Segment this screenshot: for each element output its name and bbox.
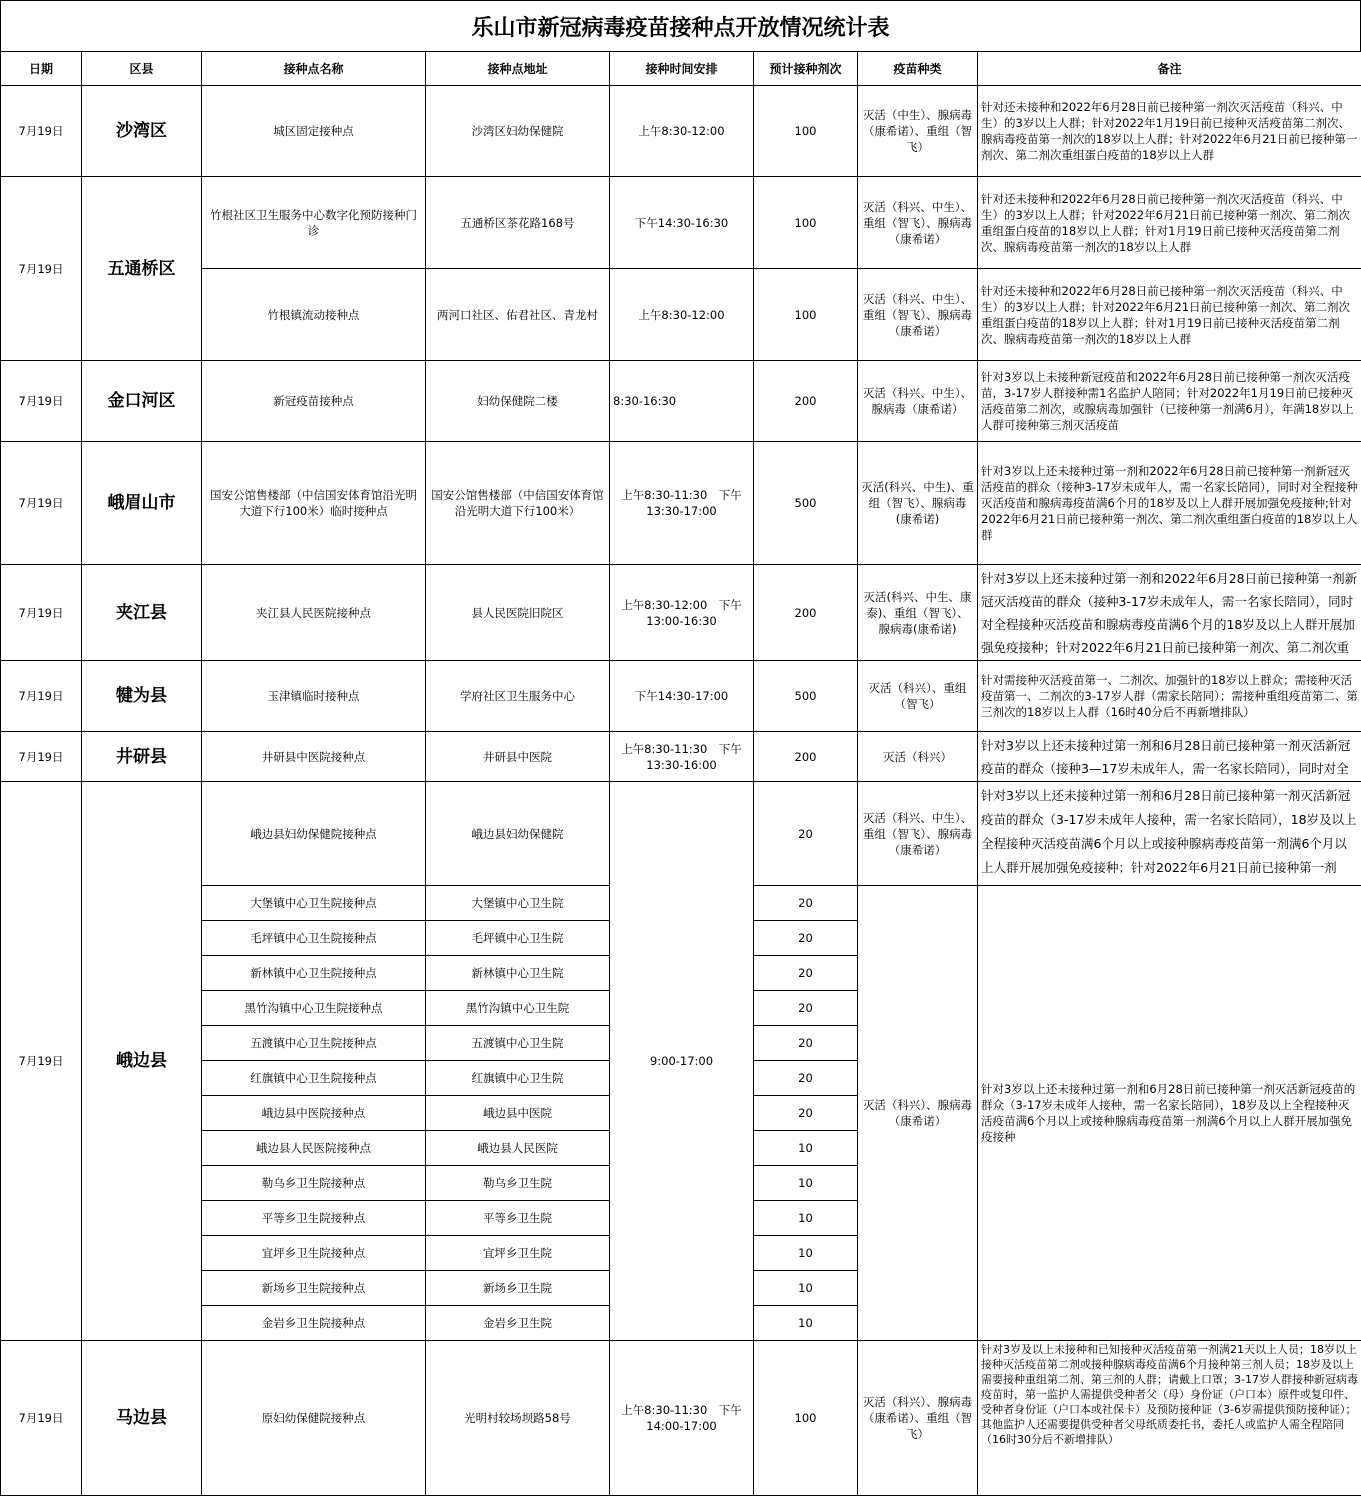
date-cell: 7月19日 [1, 661, 82, 732]
time-cell: 9:00-17:00 [610, 782, 754, 1341]
vaccination-table [0, 51, 1361, 1496]
vaccine-cell: 灭活（科兴、中生）、重组（智飞）、腺病毒（康希诺） [858, 269, 978, 361]
doses-cell: 100 [754, 86, 858, 177]
site-cell: 宜坪乡卫生院接种点 [202, 1236, 426, 1271]
site-cell: 夹江县人民医院接种点 [202, 565, 426, 661]
district-cell: 夹江县 [82, 565, 202, 661]
site-cell: 勒乌乡卫生院接种点 [202, 1166, 426, 1201]
time-cell: 上午8:30-12:00 [610, 269, 754, 361]
time-cell: 上午8:30-12:00 [610, 86, 754, 177]
district-cell: 金口河区 [82, 361, 202, 442]
vaccine-cell: 灭活（科兴）、腺病毒（康希诺）、重组（智飞） [858, 1341, 978, 1496]
note-cell [978, 1341, 1361, 1496]
doses-cell: 20 [754, 1096, 858, 1131]
doses-cell: 10 [754, 1131, 858, 1166]
vaccine-cell: 灭活(科兴、中生、康泰)、重组（智飞）、腺病毒(康希诺) [858, 565, 978, 661]
header-address: 接种点地址 [426, 52, 610, 86]
vaccine-cell: 灭活（科兴、中生）、重组（智飞）、腺病毒（康希诺） [858, 177, 978, 269]
time-cell: 8:30-16:30 [610, 361, 754, 442]
time-cell: 下午14:30-17:00 [610, 661, 754, 732]
address-cell: 光明村较场坝路58号 [426, 1341, 610, 1496]
note-cell: 针对还未接种和2022年6月28日前已接种第一剂次灭活疫苗（科兴、中生）的3岁以上人群；针对2022年6月21日前已接种第一剂次、第二剂次重组蛋白疫苗的18岁以上人群；针对1月19日前已接种灭活疫苗第二剂次、腺病毒疫苗第一剂次的18岁以上人群 [978, 177, 1361, 269]
header-note: 备注 [978, 52, 1361, 86]
address-cell: 大堡镇中心卫生院 [426, 886, 610, 921]
site-cell: 竹根社区卫生服务中心数字化预防接种门诊 [202, 177, 426, 269]
doses-cell: 10 [754, 1236, 858, 1271]
table-row [1, 361, 1361, 442]
site-cell: 峨边县妇幼保健院接种点 [202, 782, 426, 886]
header-time: 接种时间安排 [610, 52, 754, 86]
address-cell: 两河口社区、佑君社区、青龙村 [426, 269, 610, 361]
table-row [1, 442, 1361, 565]
doses-cell: 200 [754, 361, 858, 442]
doses-cell: 20 [754, 782, 858, 886]
doses-cell: 100 [754, 1341, 858, 1496]
doses-cell: 20 [754, 921, 858, 956]
site-cell: 国安公馆售楼部（中信国安体育馆沿光明大道下行100米）临时接种点 [202, 442, 426, 565]
note-cell: 针对3岁以上还未接种过第一剂和2022年6月28日前已接种第一剂新冠灭活疫苗的群众（接种3-17岁未成年人，需一名家长陪同），同时对全程接种灭活疫苗和腺病毒疫苗满6个月的18岁及以上人群开展加强免疫接种;针对2022年6月21日前已接种第一剂次、第二剂次重组蛋白疫苗的18岁以上人群 [978, 442, 1361, 565]
address-cell: 五渡镇中心卫生院 [426, 1026, 610, 1061]
doses-cell: 20 [754, 991, 858, 1026]
note-cell: 针对3岁以上未接种新冠疫苗和2022年6月28日前已接种第一剂次灭活疫苗，3-17岁人群接种需1名监护人陪同；针对2022年1月19日前已接种灭活疫苗第二剂次，或腺病毒加强针（已接种第一剂满6月），年满18岁以上人群可接种第三剂灭活疫苗 [978, 361, 1361, 442]
district-cell: 五通桥区 [82, 177, 202, 361]
site-cell: 新场乡卫生院接种点 [202, 1271, 426, 1306]
vaccine-cell: 灭活（科兴） [858, 732, 978, 782]
site-cell: 新林镇中心卫生院接种点 [202, 956, 426, 991]
table-row [1, 732, 1361, 782]
date-cell: 7月19日 [1, 565, 82, 661]
site-cell: 五渡镇中心卫生院接种点 [202, 1026, 426, 1061]
address-cell: 红旗镇中心卫生院 [426, 1061, 610, 1096]
header-vaccine: 疫苗种类 [858, 52, 978, 86]
note-cell: 针对需接种灭活疫苗第一、二剂次、加强针的18岁以上群众；需接种灭活疫苗第一、二剂次的3-17岁人群（需家长陪同）；需接种重组疫苗第二、第三剂次的18岁以上人群（16时40分后不再新增排队） [978, 661, 1361, 732]
district-cell: 峨眉山市 [82, 442, 202, 565]
note-text: 针对3岁及以上未接种和已知接种灭活疫苗第一剂满21天以上人员；18岁以上接种灭活疫苗第二剂或接种腺病毒疫苗满6个月接种第三剂人员；18岁及以上需要接种重组第二剂、第三剂的人群；请戴上口罩；3-17岁人群接种新冠病毒疫苗时，第一监护人需提供受种者父（母）身份证（户口本）原件或复印件、受种者身份证（户口本或社保卡）及预防接种证（3-6岁需提供预防接种证）；其他监护人还需要提供受种者父母纸质委托书，委托人或监护人需全程陪同（16时30分后不新增排队） [981, 1342, 1358, 1494]
date-cell: 7月19日 [1, 86, 82, 177]
site-cell: 大堡镇中心卫生院接种点 [202, 886, 426, 921]
note-text: 针对3岁以上还未接种过第一剂和6月28日前已接种第一剂灭活新冠疫苗的群众（3-17岁未成年人接种，需一名家长陪同），18岁及以上全程接种灭活疫苗满6个月以上或接种腺病毒疫苗第一剂满6个月以上人群开展加强免疫接种；针对2022年6月21日前已接种第一剂 [981, 784, 1358, 884]
doses-cell: 20 [754, 886, 858, 921]
district-cell: 犍为县 [82, 661, 202, 732]
district-cell: 沙湾区 [82, 86, 202, 177]
address-cell: 妇幼保健院二楼 [426, 361, 610, 442]
site-cell: 红旗镇中心卫生院接种点 [202, 1061, 426, 1096]
table-row [1, 1341, 1361, 1496]
site-cell: 峨边县人民医院接种点 [202, 1131, 426, 1166]
date-cell: 7月19日 [1, 782, 82, 1341]
site-cell: 毛坪镇中心卫生院接种点 [202, 921, 426, 956]
page-title: 乐山市新冠病毒疫苗接种点开放情况统计表 [0, 0, 1361, 52]
vaccine-cell: 灭活(科兴、中生)、重组（智飞）、腺病毒(康希诺) [858, 442, 978, 565]
address-cell: 平等乡卫生院 [426, 1201, 610, 1236]
header-site: 接种点名称 [202, 52, 426, 86]
site-cell: 玉津镇临时接种点 [202, 661, 426, 732]
address-cell: 新场乡卫生院 [426, 1271, 610, 1306]
address-cell: 县人民医院旧院区 [426, 565, 610, 661]
table-row [1, 177, 1361, 269]
address-cell: 学府社区卫生服务中心 [426, 661, 610, 732]
doses-cell: 500 [754, 442, 858, 565]
address-cell: 新林镇中心卫生院 [426, 956, 610, 991]
site-cell: 峨边县中医院接种点 [202, 1096, 426, 1131]
note-cell [978, 565, 1361, 661]
note-cell: 针对还未接种和2022年6月28日前已接种第一剂次灭活疫苗（科兴、中生）的3岁以上人群；针对2022年6月21日前已接种第一剂次、第二剂次重组蛋白疫苗的18岁以上人群；针对1月19日前已接种灭活疫苗第二剂次、腺病毒疫苗第一剂次的18岁以上人群 [978, 269, 1361, 361]
site-cell: 平等乡卫生院接种点 [202, 1201, 426, 1236]
note-cell [978, 782, 1361, 886]
note-cell: 针对还未接种和2022年6月28日前已接种第一剂次灭活疫苗（科兴、中生）的3岁以上人群；针对2022年1月19日前已接种灭活疫苗第二剂次、腺病毒疫苗第一剂次的18岁以上人群；针对2022年6月21日前已接种第一剂次、第二剂次重组蛋白疫苗的18岁以上人群 [978, 86, 1361, 177]
time-cell: 上午8:30-12:00 下午13:00-16:30 [610, 565, 754, 661]
header-district: 区县 [82, 52, 202, 86]
site-cell: 原妇幼保健院接种点 [202, 1341, 426, 1496]
vaccine-cell: 灭活（科兴、中生）、腺病毒（康希诺） [858, 361, 978, 442]
address-cell: 峨边县妇幼保健院 [426, 782, 610, 886]
table-row [1, 565, 1361, 661]
address-cell: 勒乌乡卫生院 [426, 1166, 610, 1201]
time-cell: 上午8:30-11:30 下午14:00-17:00 [610, 1341, 754, 1496]
doses-cell: 20 [754, 1026, 858, 1061]
district-cell: 峨边县 [82, 782, 202, 1341]
doses-cell: 100 [754, 177, 858, 269]
doses-cell: 20 [754, 956, 858, 991]
doses-cell: 10 [754, 1306, 858, 1341]
date-cell: 7月19日 [1, 361, 82, 442]
doses-cell: 10 [754, 1271, 858, 1306]
note-text: 针对3岁以上还未接种过第一剂和2022年6月28日前已接种第一剂新冠灭活疫苗的群众（接种3-17岁未成年人，需一名家长陪同），同时对全程接种灭活疫苗和腺病毒疫苗满6个月的18岁及以上人群开展加强免疫接种；针对2022年6月21日前已接种第一剂次、第二剂次重 [981, 567, 1358, 659]
date-cell: 7月19日 [1, 732, 82, 782]
site-cell: 黑竹沟镇中心卫生院接种点 [202, 991, 426, 1026]
header-date: 日期 [1, 52, 82, 86]
doses-cell: 100 [754, 269, 858, 361]
note-cell: 针对3岁以上还未接种过第一剂和6月28日前已接种第一剂灭活新冠疫苗的群众（3-17岁未成年人接种，需一名家长陪同），18岁及以上全程接种灭活疫苗满6个月以上或接种腺病毒疫苗第一剂满6个月以上人群开展加强免疫接种 [978, 886, 1361, 1341]
vaccine-cell: 灭活（科兴、中生）、重组（智飞）、腺病毒（康希诺） [858, 782, 978, 886]
site-cell: 井研县中医院接种点 [202, 732, 426, 782]
address-cell: 井研县中医院 [426, 732, 610, 782]
note-text: 针对3岁以上还未接种过第一剂和6月28日前已接种第一剂灭活新冠疫苗的群众（接种3—17岁未成年人，需一名家长陪同），同时对全 [981, 734, 1358, 780]
date-cell: 7月19日 [1, 177, 82, 361]
district-cell: 马边县 [82, 1341, 202, 1496]
address-cell: 毛坪镇中心卫生院 [426, 921, 610, 956]
vaccine-cell: 灭活（科兴）、腺病毒（康希诺） [858, 886, 978, 1341]
table-row [1, 661, 1361, 732]
site-cell: 城区固定接种点 [202, 86, 426, 177]
site-cell: 金岩乡卫生院接种点 [202, 1306, 426, 1341]
site-cell: 新冠疫苗接种点 [202, 361, 426, 442]
address-cell: 宜坪乡卫生院 [426, 1236, 610, 1271]
doses-cell: 200 [754, 565, 858, 661]
vaccine-cell: 灭活（科兴）、重组（智飞） [858, 661, 978, 732]
address-cell: 国安公馆售楼部（中信国安体育馆沿光明大道下行100米） [426, 442, 610, 565]
address-cell: 沙湾区妇幼保健院 [426, 86, 610, 177]
address-cell: 黑竹沟镇中心卫生院 [426, 991, 610, 1026]
doses-cell: 500 [754, 661, 858, 732]
header-doses: 预计接种剂次 [754, 52, 858, 86]
district-cell: 井研县 [82, 732, 202, 782]
address-cell: 金岩乡卫生院 [426, 1306, 610, 1341]
date-cell: 7月19日 [1, 1341, 82, 1496]
header-row [1, 52, 1361, 86]
site-cell: 竹根镇流动接种点 [202, 269, 426, 361]
table-row [1, 782, 1361, 886]
time-cell: 上午8:30-11:30 下午13:30-16:00 [610, 732, 754, 782]
table-row [1, 86, 1361, 177]
vaccine-cell: 灭活（中生）、腺病毒（康希诺）、重组（智飞） [858, 86, 978, 177]
doses-cell: 10 [754, 1166, 858, 1201]
table-row [1, 269, 1361, 361]
address-cell: 峨边县中医院 [426, 1096, 610, 1131]
doses-cell: 20 [754, 1061, 858, 1096]
doses-cell: 10 [754, 1201, 858, 1236]
time-cell: 上午8:30-11:30 下午13:30-17:00 [610, 442, 754, 565]
doses-cell: 200 [754, 732, 858, 782]
date-cell: 7月19日 [1, 442, 82, 565]
address-cell: 峨边县人民医院 [426, 1131, 610, 1166]
time-cell: 下午14:30-16:30 [610, 177, 754, 269]
note-cell [978, 732, 1361, 782]
address-cell: 五通桥区茶花路168号 [426, 177, 610, 269]
